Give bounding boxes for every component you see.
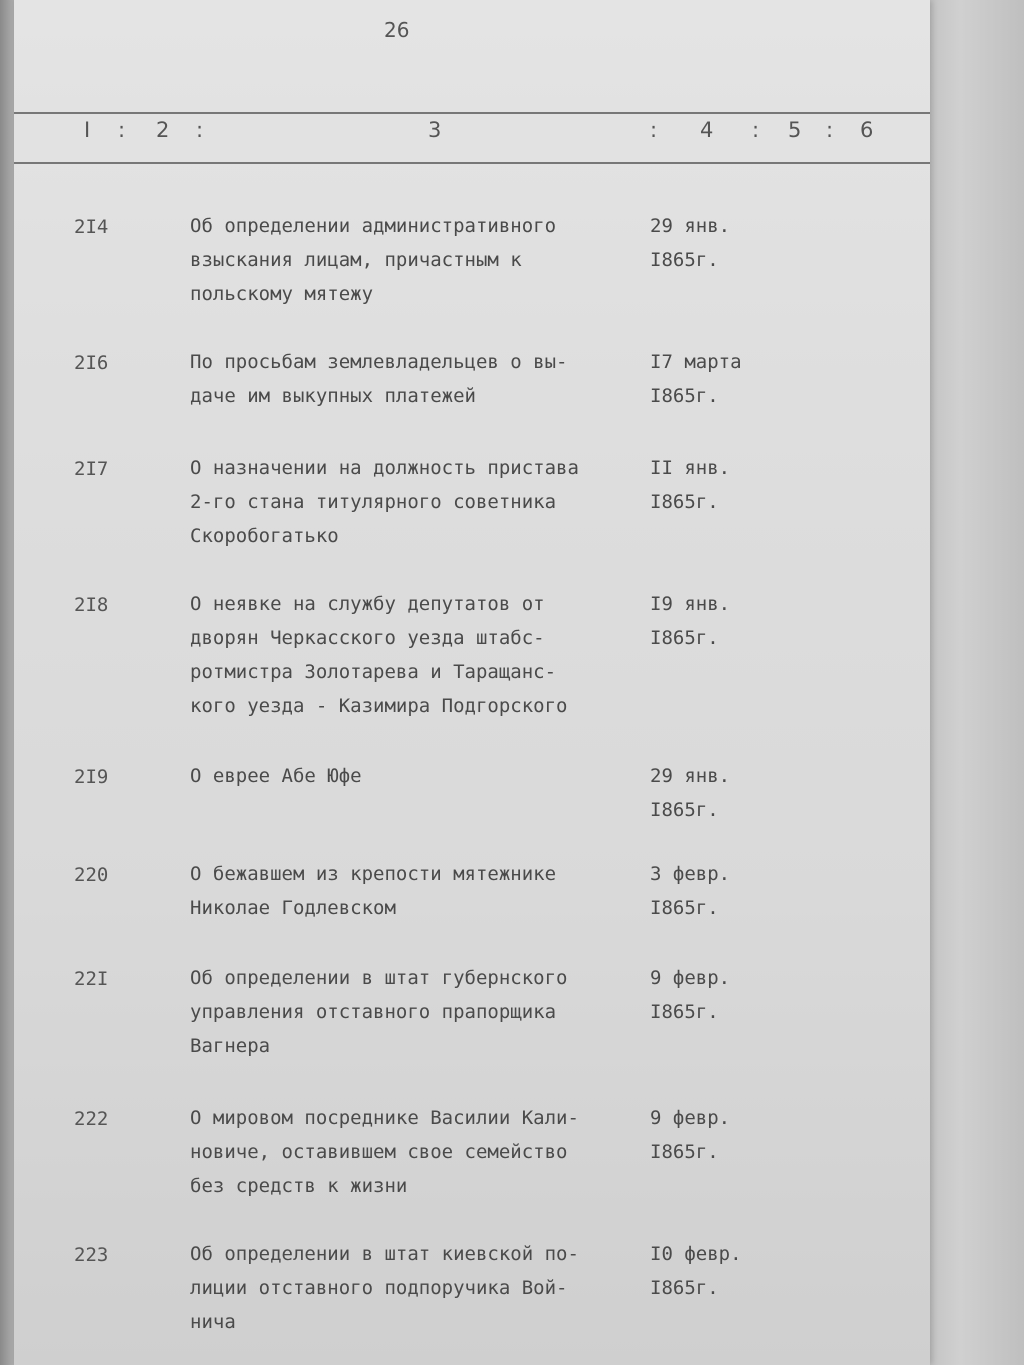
- row-title: О еврее Абе Юфе: [190, 765, 362, 787]
- column-header-5: 5: [788, 118, 802, 142]
- row-number: 2I8: [74, 594, 109, 616]
- header-rule-top: [14, 112, 930, 114]
- column-header-6: 6: [860, 118, 874, 142]
- row-date: I0 февр. I865г.: [650, 1243, 742, 1299]
- row-title: Об определении в штат губернского управления отставного прапорщика Вагнера: [190, 967, 568, 1057]
- row-number: 2I4: [74, 216, 109, 238]
- row-date: 29 янв. I865г.: [650, 215, 731, 271]
- document-page: [14, 0, 930, 1365]
- row-date: I9 янв. I865г.: [650, 593, 731, 649]
- header-rule-bottom: [14, 162, 930, 164]
- row-number: 22I: [74, 968, 109, 990]
- row-date: 3 февр. I865г.: [650, 863, 731, 919]
- row-title: О назначении на должность пристава 2-го стана титулярного советника Скоробогатько: [190, 457, 579, 547]
- row-date: 29 янв. I865г.: [650, 765, 731, 821]
- column-separator: :: [650, 118, 658, 142]
- row-title: О мировом посреднике Василии Кали- новиче, оставившем свое семейство без средств к жизни: [190, 1107, 579, 1197]
- row-number: 223: [74, 1244, 109, 1266]
- row-title: Об определении в штат киевской по- лиции отставного подпоручика Вой- нича: [190, 1243, 579, 1333]
- row-number: 2I9: [74, 766, 109, 788]
- row-number: 220: [74, 864, 109, 886]
- row-title: О бежавшем из крепости мятежнике Николае Годлевском: [190, 863, 557, 919]
- column-header-3: 3: [428, 118, 442, 142]
- row-title: По просьбам землевладельцев о вы- даче им выкупных платежей: [190, 351, 568, 407]
- page-number: 26: [384, 18, 410, 42]
- row-date: 9 февр. I865г.: [650, 1107, 731, 1163]
- row-number: 222: [74, 1108, 109, 1130]
- row-date: I7 марта I865г.: [650, 351, 742, 407]
- row-date: 9 февр. I865г.: [650, 967, 731, 1023]
- column-separator: :: [118, 118, 126, 142]
- row-title: Об определении административного взыскания лицам, причастным к польскому мятежу: [190, 215, 557, 305]
- row-date: II янв. I865г.: [650, 457, 731, 513]
- row-number: 2I7: [74, 458, 109, 480]
- column-separator: :: [826, 118, 834, 142]
- adjacent-page-edge: [930, 0, 1024, 1365]
- row-number: 2I6: [74, 352, 109, 374]
- column-separator: :: [196, 118, 204, 142]
- column-separator: :: [752, 118, 760, 142]
- row-title: О неявке на службу депутатов от дворян Черкасского уезда штабс- ротмистра Золотарева и Таращанс- кого уезда - Казимира Подгорского: [190, 593, 568, 717]
- column-header-1: I: [84, 118, 91, 142]
- column-header-2: 2: [156, 118, 170, 142]
- column-header-4: 4: [700, 118, 714, 142]
